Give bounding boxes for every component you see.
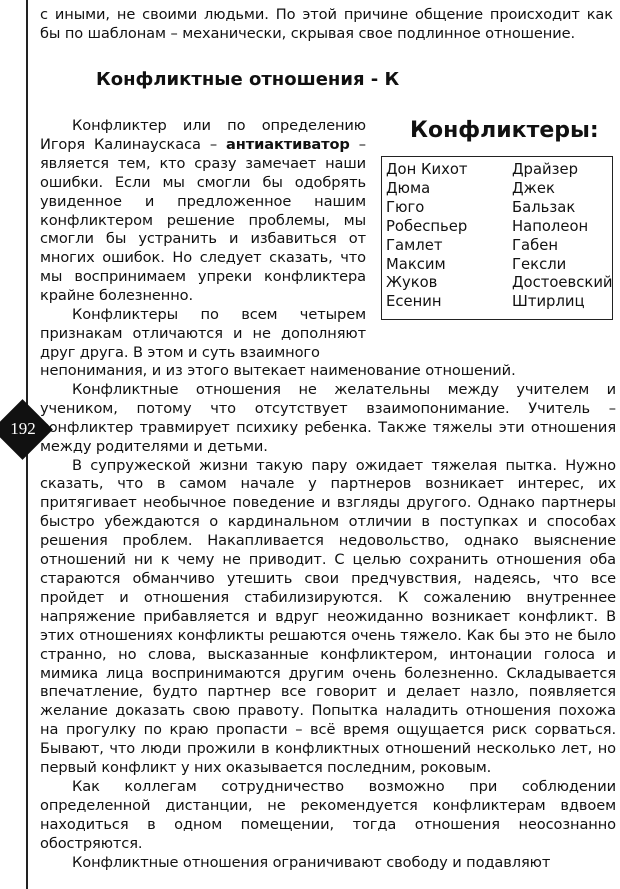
paragraph-differences-start: Конфликтеры по всем четырем признакам отличаются и не дополняют друг друга. В этом и суть взаимного xyxy=(40,306,366,361)
list-item: Габен xyxy=(512,236,558,254)
page-number: 192 xyxy=(10,419,36,438)
list-item: Джек xyxy=(512,179,555,197)
list-item: Гюго xyxy=(386,198,425,216)
paragraph-definition xyxy=(40,117,366,306)
term-antiactivator: антиактиватор xyxy=(226,135,350,153)
paragraph-teacher: Конфликтные отношения не желательны между учителем и учеником, потому что отсутствует взаимопонимание. Учитель – конфликтер травмирует психику ребенка. Также тяжелы эти отношения между родителями и детьми. xyxy=(40,380,616,455)
conflicters-list-left xyxy=(386,161,468,312)
top-text-block xyxy=(40,6,613,44)
definition-text-start: Конфликтер или по определению Игоря Калинаускаса – xyxy=(40,117,366,153)
list-item: Робеспьер xyxy=(386,217,468,235)
conflicters-box xyxy=(381,156,613,320)
left-column-text xyxy=(40,117,366,363)
paragraph-marriage: В супружеской жизни такую пару ожидает тяжелая пытка. Нужно сказать, что в самом начале у партнеров возникает интерес, их притягивает необычное поведение и взгляды другого. Однако партнеры быстро убеждаются о кардинальном отличии в поступках и способах решения проблем. Накапливается недовольство, однако выяснение отношений ни к чему не приводит. С целью сохранить отношения оба стараются обманчиво утешить свои предчувствия, надеясь, что все пройдет и отношения стабилизируются. К сожалению внутреннее напряжение прибавляется и вдруг неожиданно возникает конфликт. В этих отношениях конфликты решаются очень тяжело. Как бы это не было странно, но слова, высказанные конфликтером, интонации голоса и мимика лица воспринимаются другим очень болезненно. Складывается впечатление, будто партнер все говорит и делает назло, появляется желание доказать свою правоту. Попытка наладить отношения похожа на прогулку по краю пропасти – всё время ощущается риск сорваться. Бывают, что люди прожили в конфликтных отношений несколько лет, но первый конфликт у них оказывается последним, роковым. xyxy=(40,456,616,777)
section-heading: Конфликтные отношения - К xyxy=(96,69,400,90)
list-item: Достоевский xyxy=(512,274,613,292)
list-item: Есенин xyxy=(386,293,442,311)
paragraph-differences-end: непонимания, и из этого вытекает наименование отношений. xyxy=(40,362,516,379)
list-item: Гамлет xyxy=(386,236,443,254)
conflicters-list-right xyxy=(512,161,613,312)
list-item: Бальзак xyxy=(512,198,576,216)
paragraph-freedom: Конфликтные отношения ограничивают свободу и подавляют xyxy=(72,853,551,871)
list-item: Штирлиц xyxy=(512,293,585,311)
list-item: Дюма xyxy=(386,179,431,197)
paragraph-colleagues: Как коллегам сотрудничество возможно при соблюдении определенной дистанции, не рекомендуется конфликтерам вдвоем находиться в одном помещении, тогда отношения неосознанно обостряются. xyxy=(40,777,616,852)
list-item: Наполеон xyxy=(512,217,589,235)
conflicters-box-title: Конфликтеры: xyxy=(410,118,599,143)
list-item: Дон Кихот xyxy=(386,161,468,178)
paragraph-intro: с иными, не своими людьми. По этой причине общение происходит как бы по шаблонам – механически, скрывая свое подлинное отношение. xyxy=(40,6,613,42)
definition-text-end: – является тем, кто сразу замечает наши ошибки. Если мы смогли бы одобрять увиденное и предложенное нашим конфликтером решение проблемы, мы смогли бы устранить и избавиться от многих ошибок. Но следует сказать, что мы воспринимаем упреки конфликтера крайне болезненно. xyxy=(40,135,366,305)
list-item: Жуков xyxy=(386,274,438,292)
list-item: Максим xyxy=(386,255,446,273)
list-item: Драйзер xyxy=(512,161,579,178)
main-text-block xyxy=(40,362,616,872)
list-item: Гексли xyxy=(512,255,567,273)
